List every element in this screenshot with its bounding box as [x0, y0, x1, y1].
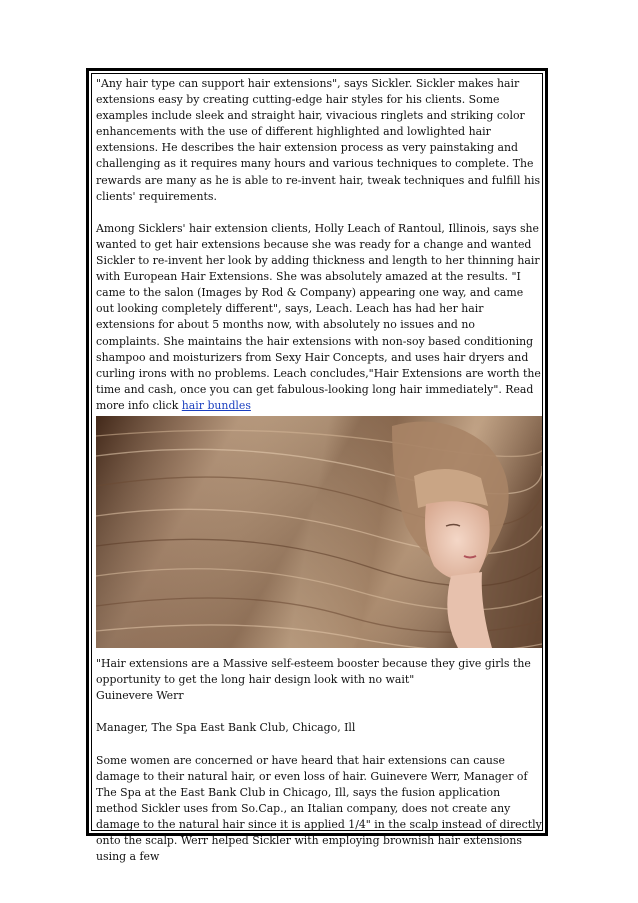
paragraph-intro: "Any hair type can support hair extensions", says Sickler. Sickler makes hair extensions easy by creating cutting-edge hair styles for his clients. Some examples include sleek and straight hair, vivacious ringlets and striking color enhancements with the use of different highlighted and lowlighted hair extensions. He describes the hair extension process as very painstaking and challenging as it requires many hours and various techniques to complete. The rewards are many as he is able to re-invent hair, tweak techniques and fulfill his clients' requirements.	[96, 77, 541, 203]
article-content	[96, 76, 542, 865]
hair-bundles-link[interactable]: hair bundles	[181, 398, 251, 412]
paragraph-fusion-method: Some women are concerned or have heard that hair extensions can cause damage to their natural hair, or even loss of hair. Guinevere Werr, Manager of The Spa at the East Bank Club in Chicago, Ill, says the fusion application method Sickler uses from So.Cap., an Italian company, does not create any damage to the natural hair since it is applied 1/4" in the scalp instead of directly onto the scalp. Werr helped Sickler with employing brownish hair extensions using a few	[96, 753, 542, 864]
hair-illustration	[96, 416, 542, 648]
quote-author: Guinevere Werr	[96, 689, 184, 703]
long-hair-photo	[96, 416, 542, 648]
paragraph-client-story	[96, 221, 542, 414]
author-title: Manager, The Spa East Bank Club, Chicago, Ill	[96, 721, 356, 735]
quote-text: "Hair extensions are a Massive self-esteem booster because they give girls the opportunity to get the long hair design look with no wait"	[96, 656, 531, 687]
paragraph-client-story-text: Among Sicklers' hair extension clients, Holly Leach of Rantoul, Illinois, says she wanted to get hair extensions because she was ready for a change and wanted Sickler to re-invent her look by adding thickness and length to her thinning hair with European Hair Extensions. She was absolutely amazed at the results. "I came to the salon (Images by Rod & Company) appearing one way, and came out looking completely different", says, Leach. Leach has had her hair extensions for about 5 months now, with absolutely no issues and no complaints. She maintains the hair extensions with non-soy based conditioning shampoo and moisturizers from Sexy Hair Concepts, and uses hair dryers and curling irons with no problems. Leach concludes,"Hair Extensions are worth the time and cash, once you can get fabulous-looking long hair immediately". Read more info click	[96, 221, 541, 412]
